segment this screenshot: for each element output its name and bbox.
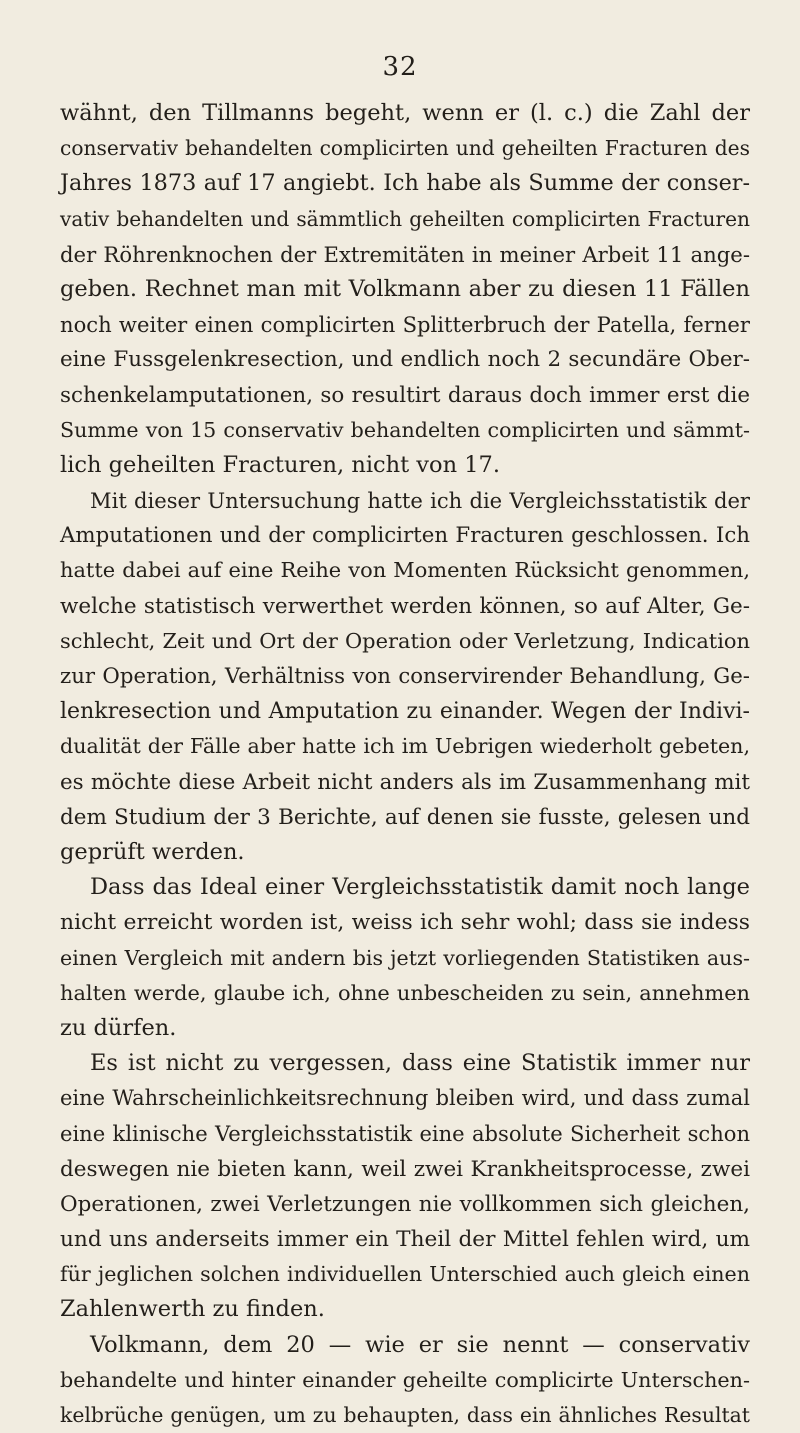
text-line: lich geheilten Fracturen, nicht von 17. [60,451,500,478]
page-number: 32 [382,52,418,82]
text-line: Jahres 1873 auf 17 angiebt. Ich habe als Summe der conser- [60,170,750,197]
text-line: behandelte und hinter einander geheilte complicirte Unterschen- [60,1367,750,1392]
text-line: lenkresection und Amputation zu einander. Wegen der Indivi- [60,699,750,725]
text-line: nicht erreicht worden ist, weiss ich sehr wohl; dass sie indess [60,910,750,936]
body-text [60,96,750,1433]
text-line: eine Fussgelenkresection, und endlich noch 2 secundäre Ober- [60,347,750,373]
text-line: noch weiter einen complicirten Splitterbruch der Patella, ferner [60,312,750,338]
text-line: der Röhrenknochen der Extremitäten in meiner Arbeit 11 ange- [60,241,750,267]
text-line: dem Studium der 3 Berichte, auf denen sie fusste, gelesen und [60,804,750,830]
text-line: geprüft werden. [60,838,245,865]
text-line: zu dürfen. [60,1014,177,1041]
text-line: welche statistisch verwerthet werden können, so auf Alter, Ge- [60,593,750,619]
text-line: Dass das Ideal einer Vergleichsstatistik damit noch lange [90,874,750,901]
text-line: einen Vergleich mit andern bis jetzt vorliegenden Statistiken aus- [60,945,750,970]
text-line: Amputationen und der complicirten Fracturen geschlossen. Ich [60,523,750,549]
text-line: Operationen, zwei Verletzungen nie vollkommen sich gleichen, [60,1191,750,1217]
text-line: und uns anderseits immer ein Theil der Mittel fehlen wird, um [60,1227,750,1252]
text-line: schlecht, Zeit und Ort der Operation oder Verletzung, Indication [60,628,750,653]
text-line: halten werde, glaube ich, ohne unbescheiden zu sein, annehmen [60,980,750,1005]
text-line: Mit dieser Untersuchung hatte ich die Vergleichsstatistik der [90,488,750,514]
text-line: deswegen nie bieten kann, weil zwei Krankheitsprocesse, zwei [60,1156,750,1182]
text-line: zur Operation, Verhältniss von conservirender Behandlung, Ge- [60,664,750,689]
text-line: Volkmann, dem 20 — wie er sie nennt — conservativ [90,1331,750,1358]
text-line: für jeglichen solchen individuellen Unterschied auch gleich einen [60,1262,750,1287]
text-line: hatte dabei auf eine Reihe von Momenten Rücksicht genommen, [60,558,750,583]
text-line: es möchte diese Arbeit nicht anders als im Zusammenhang mit [60,769,750,795]
text-line: Zahlenwerth zu finden. [60,1296,325,1323]
text-line: Es ist nicht zu vergessen, dass eine Statistik immer nur [90,1050,750,1077]
text-line: conservativ behandelten complicirten und geheilten Fracturen des [60,136,750,161]
text-line: Summe von 15 conservativ behandelten complicirten und sämmt- [60,417,750,442]
text-line: eine Wahrscheinlichkeitsrechnung bleiben wird, und dass zumal [60,1086,750,1111]
text-line: wähnt, den Tillmanns begeht, wenn er (l. c.) die Zahl der [60,100,750,126]
text-line: dualität der Fälle aber hatte ich im Uebrigen wiederholt gebeten, [60,734,750,759]
text-line: eine klinische Vergleichsstatistik eine absolute Sicherheit schon [60,1121,750,1147]
text-line: geben. Rechnet man mit Volkmann aber zu diesen 11 Fällen [60,275,750,302]
text-line: vativ behandelten und sämmtlich geheilten complicirten Fracturen [60,206,750,231]
text-line: kelbrüche genügen, um zu behaupten, dass ein ähnliches Resultat [60,1402,750,1427]
text-line: schenkelamputationen, so resultirt daraus doch immer erst die [60,382,750,408]
